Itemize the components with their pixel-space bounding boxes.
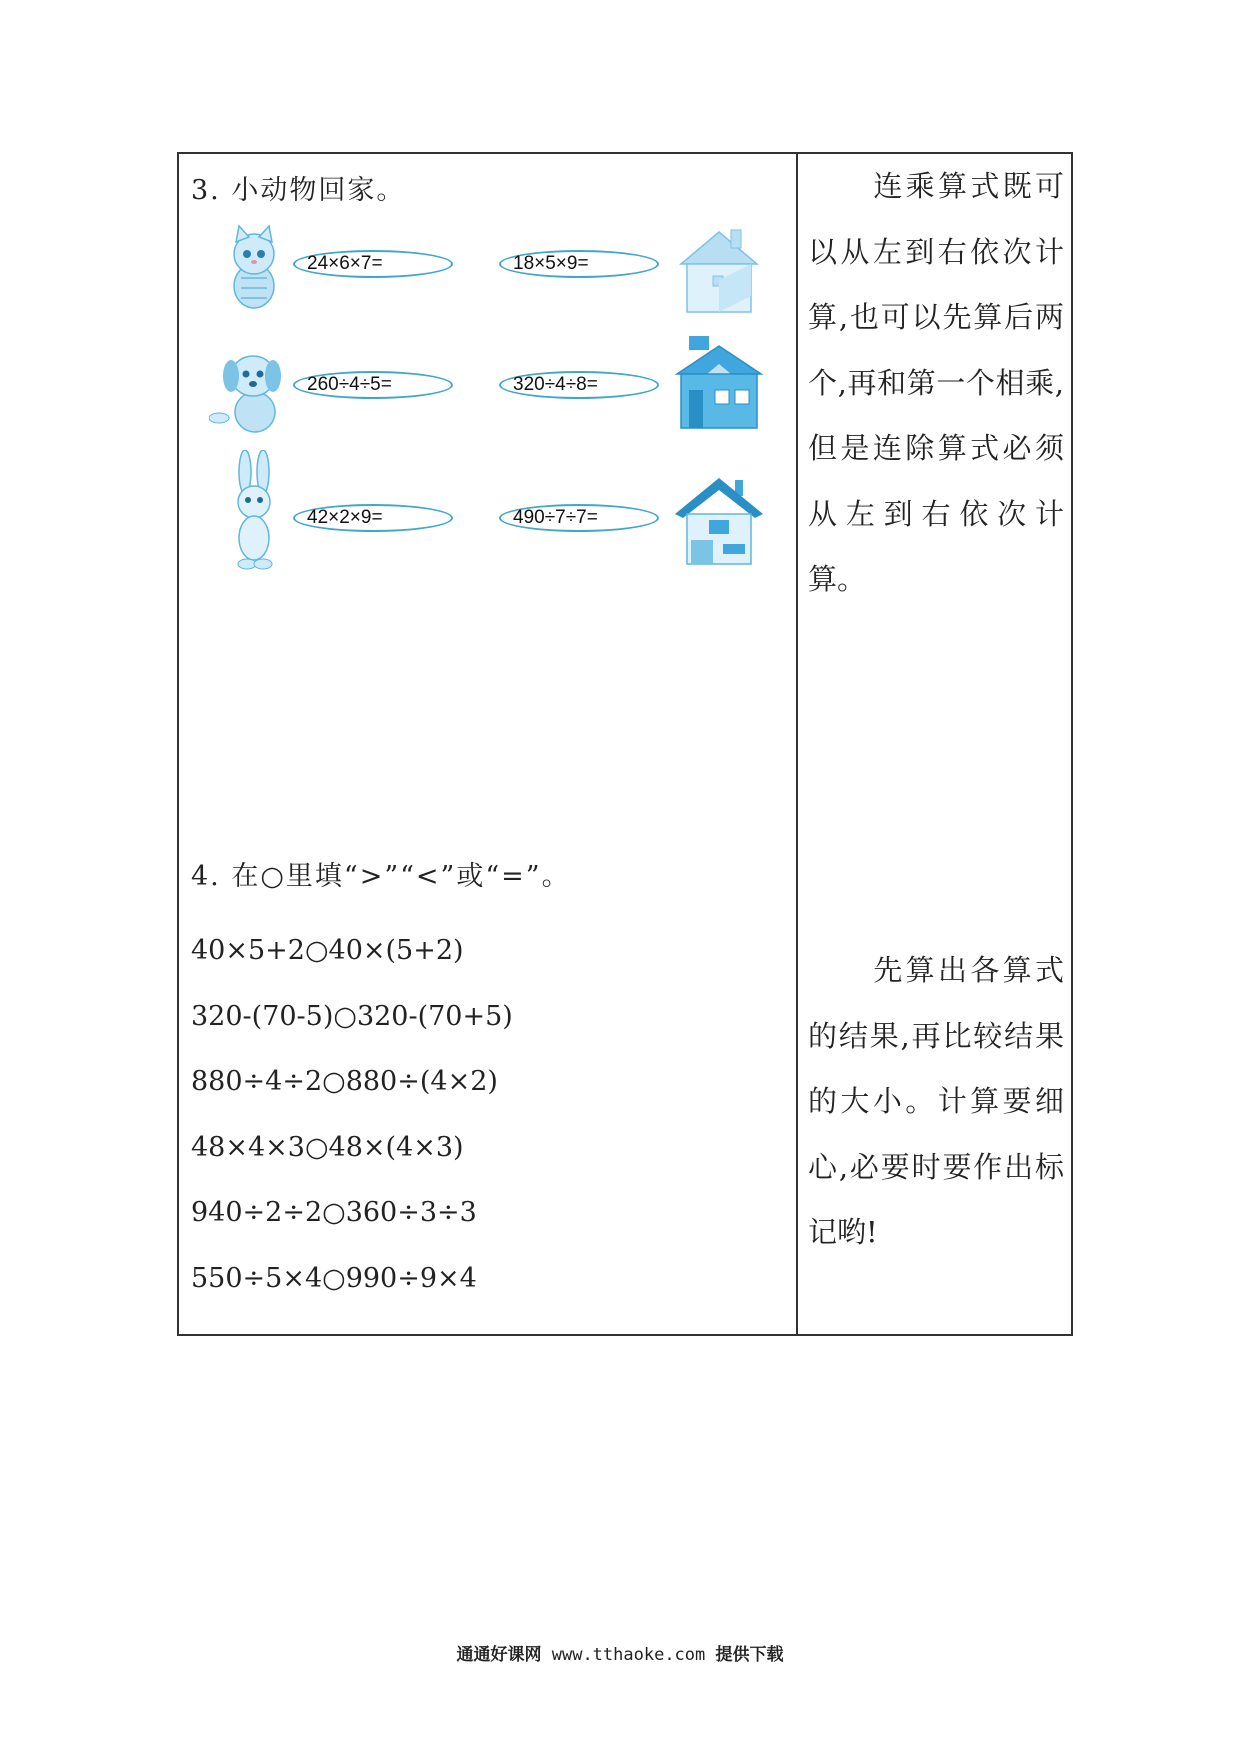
comparison-item[interactable]: 320-(70-5)○320-(70+5) (191, 1000, 513, 1032)
footer-download-text: 提供下载 (715, 1645, 784, 1665)
comparison-item[interactable]: 40×5+2○40×(5+2) (191, 935, 464, 966)
comparison-item[interactable]: 550÷5×4○990÷9×4 (191, 1262, 477, 1294)
cat-icon (221, 224, 287, 312)
house-icon (673, 474, 765, 566)
expression-pill[interactable]: 18×5×9= (499, 250, 659, 278)
question-4-title: 4. 在○里填“>”“<”或“=”。 (191, 861, 571, 892)
comparison-item[interactable]: 880÷4÷2○880÷(4×2) (191, 1066, 498, 1097)
expression-pill[interactable]: 260÷4÷5= (293, 371, 453, 399)
dog-icon (209, 344, 291, 436)
footer-site-name: 通通好课网 (456, 1645, 542, 1665)
rabbit-icon (223, 450, 285, 570)
expression-pill[interactable]: 42×2×9= (293, 504, 453, 532)
expression-pill[interactable]: 24×6×7= (293, 250, 453, 278)
footer-url[interactable]: www.tthaoke.com (551, 1645, 706, 1665)
hint-1-body: 连乘算式既可以从左到右依次计算,也可以先算后两个,再和第一个相乘,但是连除算式必须从左到右依次计算。 (808, 169, 1064, 596)
hint-text-1 (808, 154, 1064, 613)
comparison-item[interactable]: 940÷2÷2○360÷3÷3 (191, 1197, 477, 1228)
question-3-title: 3. 小动物回家。 (191, 175, 406, 206)
comparison-item[interactable]: 48×4×3○48×(4×3) (191, 1131, 464, 1163)
page-footer (0, 1640, 1240, 1665)
comparison-list (191, 918, 513, 1311)
hint-column (798, 154, 1071, 1334)
expression-pill[interactable]: 320÷4÷8= (499, 371, 659, 399)
house-icon (673, 334, 765, 430)
worksheet-table (177, 152, 1073, 1336)
hint-text-2 (808, 938, 1064, 1266)
exercise-column (179, 154, 796, 1334)
house-icon (673, 226, 765, 316)
expression-pill[interactable]: 490÷7÷7= (499, 504, 659, 532)
hint-2-body: 先算出各算式的结果,再比较结果的大小。计算要细心,必要时要作出标记哟! (808, 953, 1064, 1249)
